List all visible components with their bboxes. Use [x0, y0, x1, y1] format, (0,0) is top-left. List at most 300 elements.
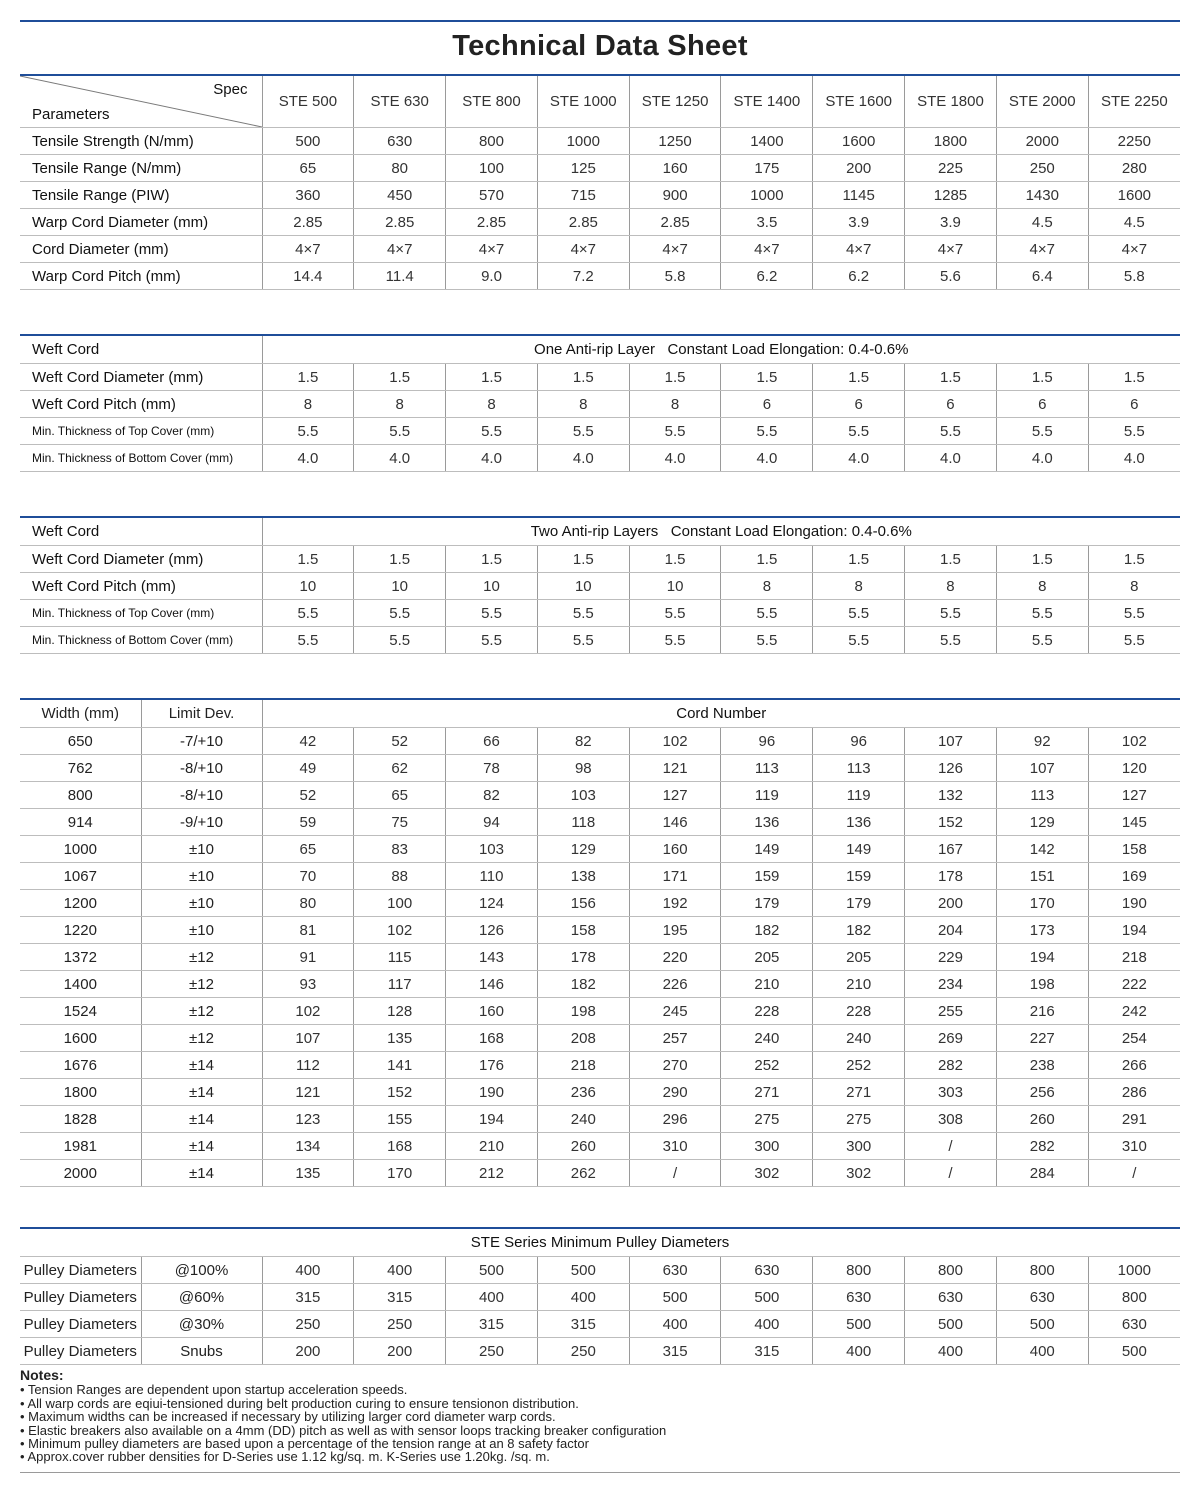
cord-number-value: 160	[446, 998, 538, 1025]
weft-row	[20, 627, 1180, 654]
parameter-value: 4×7	[905, 236, 997, 263]
weft-parameter-label: Min. Thickness of Top Cover (mm)	[20, 418, 262, 445]
weft-value: 8	[629, 391, 721, 418]
weft-row	[20, 391, 1180, 418]
cord-number-value: 190	[1088, 890, 1180, 917]
weft-value: 8	[262, 391, 354, 418]
weft-parameter-label: Weft Cord Pitch (mm)	[20, 391, 262, 418]
cord-number-value: 134	[262, 1133, 354, 1160]
note-item: • Tension Ranges are dependent upon startup acceleration speeds.	[20, 1382, 408, 1398]
width-value: 1981	[20, 1133, 141, 1160]
cord-number-value: 252	[721, 1052, 813, 1079]
pulley-value: 630	[721, 1257, 813, 1284]
cord-number-value: 252	[813, 1052, 905, 1079]
parameter-value: 1145	[813, 182, 905, 209]
note-item: • Elastic breakers also available on a 4mm (DD) pitch as well as with sensor loops tracking breaker configuration	[20, 1422, 667, 1438]
cord-number-value: 216	[996, 998, 1088, 1025]
cord-number-value: 141	[354, 1052, 446, 1079]
parameter-value: 160	[629, 155, 721, 182]
width-value: 1524	[20, 998, 141, 1025]
cord-number-value: 282	[996, 1133, 1088, 1160]
spec-column-header: STE 500	[262, 76, 354, 128]
weft-value: 5.5	[262, 627, 354, 654]
cord-number-value: 78	[446, 755, 538, 782]
pulley-value: 500	[721, 1284, 813, 1311]
weft-row	[20, 418, 1180, 445]
parameter-value: 630	[354, 128, 446, 155]
weft-two-layers-head	[20, 518, 1180, 546]
weft-value: 5.5	[721, 418, 813, 445]
cord-number-value: 110	[446, 863, 538, 890]
cord-number-value: 52	[354, 728, 446, 755]
cord-number-value: 149	[721, 836, 813, 863]
cord-number-value: 158	[537, 917, 629, 944]
weft-value: 5.5	[996, 627, 1088, 654]
cord-number-value: 260	[537, 1133, 629, 1160]
cord-number-value: 102	[629, 728, 721, 755]
cord-number-value: 82	[446, 782, 538, 809]
pulley-value: 400	[537, 1284, 629, 1311]
parameter-value: 4×7	[813, 236, 905, 263]
weft-value: 1.5	[813, 364, 905, 391]
parameter-value: 6.2	[721, 263, 813, 290]
one-anti-rip-layer-title: One Anti-rip Layer Constant Load Elongation: 0.4-0.6%	[262, 336, 1180, 364]
parameter-value: 9.0	[446, 263, 538, 290]
weft-value: 1.5	[446, 546, 538, 573]
weft-value: 1.5	[629, 546, 721, 573]
weft-value: 5.5	[629, 418, 721, 445]
spec-column-header: STE 800	[446, 76, 538, 128]
cord-number-value: 170	[996, 890, 1088, 917]
cord-number-value: 242	[1088, 998, 1180, 1025]
weft-value: 1.5	[905, 364, 997, 391]
pulley-label: Pulley Diameters	[20, 1257, 141, 1284]
weft-value: 5.5	[721, 600, 813, 627]
cord-number-value: 129	[996, 809, 1088, 836]
cord-number-value: 284	[996, 1160, 1088, 1187]
cord-number-value: 121	[629, 755, 721, 782]
cord-number-value: 178	[905, 863, 997, 890]
parameter-row	[20, 209, 1180, 236]
cord-number-value: 42	[262, 728, 354, 755]
width-value: 1676	[20, 1052, 141, 1079]
width-value: 1000	[20, 836, 141, 863]
weft-value: 5.5	[629, 627, 721, 654]
weft-value: 1.5	[354, 546, 446, 573]
parameter-value: 7.2	[537, 263, 629, 290]
cord-number-value: 270	[629, 1052, 721, 1079]
cord-number-value: 115	[354, 944, 446, 971]
parameter-value: 1430	[996, 182, 1088, 209]
cord-number-value: /	[1088, 1160, 1180, 1187]
parameter-row	[20, 128, 1180, 155]
cord-number-value: 112	[262, 1052, 354, 1079]
cord-number-value: 135	[354, 1025, 446, 1052]
pulley-table-title: STE Series Minimum Pulley Diameters	[20, 1229, 1180, 1257]
weft-value: 8	[1088, 573, 1180, 600]
limit-dev-value: -7/+10	[141, 728, 262, 755]
cord-number-value: 128	[354, 998, 446, 1025]
weft-value: 10	[446, 573, 538, 600]
width-value: 1600	[20, 1025, 141, 1052]
cord-number-value: 136	[721, 809, 813, 836]
cord-number-value: 102	[354, 917, 446, 944]
cord-number-value: 271	[721, 1079, 813, 1106]
parameter-value: 6.2	[813, 263, 905, 290]
limit-dev-value: ±14	[141, 1052, 262, 1079]
weft-value: 4.0	[262, 445, 354, 472]
pulley-value: 400	[813, 1338, 905, 1365]
parameter-label: Tensile Strength (N/mm)	[20, 128, 262, 155]
weft-value: 4.0	[446, 445, 538, 472]
cord-number-value: 240	[721, 1025, 813, 1052]
parameter-value: 2.85	[446, 209, 538, 236]
cord-number-value: 271	[813, 1079, 905, 1106]
weft-value: 5.5	[537, 418, 629, 445]
limit-dev-value: ±10	[141, 890, 262, 917]
cord-number-value: 75	[354, 809, 446, 836]
weft-value: 5.5	[996, 600, 1088, 627]
cord-number-value: 49	[262, 755, 354, 782]
width-value: 1400	[20, 971, 141, 998]
weft-value: 8	[905, 573, 997, 600]
limit-dev-value: ±10	[141, 836, 262, 863]
cord-number-value: 129	[537, 836, 629, 863]
weft-value: 4.0	[721, 445, 813, 472]
parameter-value: 5.8	[629, 263, 721, 290]
cord-number-value: 121	[262, 1079, 354, 1106]
width-value: 762	[20, 755, 141, 782]
cord-number-value: 118	[537, 809, 629, 836]
cord-number-value: 204	[905, 917, 997, 944]
weft-value: 6	[905, 391, 997, 418]
pulley-value: 500	[813, 1311, 905, 1338]
parameter-value: 4.5	[996, 209, 1088, 236]
parameter-value: 4×7	[629, 236, 721, 263]
cord-number-value: 182	[537, 971, 629, 998]
width-value: 1220	[20, 917, 141, 944]
parameter-value: 2.85	[262, 209, 354, 236]
note-item: • All warp cords are eqiui-tensioned during belt production curing to ensure tensionon distribution.	[20, 1395, 579, 1411]
weft-value: 5.5	[721, 627, 813, 654]
cord-number-value: 291	[1088, 1106, 1180, 1133]
note-item: • Approx.cover rubber densities for D-Series use 1.12 kg/sq. m. K-Series use 1.20kg. /sq. m.	[20, 1449, 550, 1465]
weft-value: 4.0	[537, 445, 629, 472]
limit-dev-value: ±14	[141, 1160, 262, 1187]
pulley-value: 630	[996, 1284, 1088, 1311]
parameter-value: 2250	[1088, 128, 1180, 155]
cord-number-value: 88	[354, 863, 446, 890]
weft-value: 4.0	[905, 445, 997, 472]
parameter-value: 14.4	[262, 263, 354, 290]
weft-row	[20, 364, 1180, 391]
cord-number-value: 290	[629, 1079, 721, 1106]
cord-number-value: 81	[262, 917, 354, 944]
parameter-value: 1000	[537, 128, 629, 155]
cord-number-value: 210	[813, 971, 905, 998]
weft-value: 5.5	[1088, 627, 1180, 654]
cord-number-value: 300	[721, 1133, 813, 1160]
pulley-label: Pulley Diameters	[20, 1284, 141, 1311]
cord-number-value: 205	[721, 944, 813, 971]
weft-value: 6	[813, 391, 905, 418]
weft-row	[20, 600, 1180, 627]
pulley-row	[20, 1257, 1180, 1284]
cord-number-value: 113	[996, 782, 1088, 809]
parameter-value: 225	[905, 155, 997, 182]
pulley-value: 315	[354, 1284, 446, 1311]
cord-number-value: 92	[996, 728, 1088, 755]
cord-number-value: 269	[905, 1025, 997, 1052]
parameter-value: 1250	[629, 128, 721, 155]
parameter-value: 2000	[996, 128, 1088, 155]
weft-value: 4.0	[813, 445, 905, 472]
width-header: Width (mm)	[20, 700, 141, 728]
parameter-value: 125	[537, 155, 629, 182]
weft-value: 5.5	[262, 600, 354, 627]
pulley-value: 800	[996, 1257, 1088, 1284]
pulley-value: 500	[446, 1257, 538, 1284]
cord-number-value: 260	[996, 1106, 1088, 1133]
weft-value: 5.5	[1088, 418, 1180, 445]
width-row	[20, 728, 1180, 755]
cord-number-value: 178	[537, 944, 629, 971]
pulley-value: 800	[1088, 1284, 1180, 1311]
parameter-value: 65	[262, 155, 354, 182]
cord-number-value: 167	[905, 836, 997, 863]
cord-number-value: 194	[446, 1106, 538, 1133]
parameter-value: 2.85	[629, 209, 721, 236]
pulley-value: 400	[262, 1257, 354, 1284]
width-row	[20, 1025, 1180, 1052]
cord-number-value: 212	[446, 1160, 538, 1187]
cord-number-value: 103	[537, 782, 629, 809]
cord-number-value: 124	[446, 890, 538, 917]
weft-cord-label: Weft Cord	[20, 336, 262, 364]
cord-number-value: 126	[446, 917, 538, 944]
weft-row	[20, 546, 1180, 573]
cord-number-value: 123	[262, 1106, 354, 1133]
width-row	[20, 809, 1180, 836]
cord-number-value: 119	[813, 782, 905, 809]
weft-value: 4.0	[996, 445, 1088, 472]
weft-value: 1.5	[537, 546, 629, 573]
cord-number-value: 222	[1088, 971, 1180, 998]
cord-number-value: 210	[721, 971, 813, 998]
cord-number-value: 151	[996, 863, 1088, 890]
cord-number-value: 182	[721, 917, 813, 944]
cord-number-value: 152	[354, 1079, 446, 1106]
cord-number-value: 200	[905, 890, 997, 917]
parameter-value: 1800	[905, 128, 997, 155]
weft-value: 8	[996, 573, 1088, 600]
cord-number-value: 198	[996, 971, 1088, 998]
cord-number-value: 83	[354, 836, 446, 863]
parameter-row	[20, 155, 1180, 182]
weft-value: 1.5	[262, 546, 354, 573]
limit-dev-value: ±12	[141, 944, 262, 971]
spec-column-header: STE 1250	[629, 76, 721, 128]
cord-number-value: 158	[1088, 836, 1180, 863]
pulley-value: 315	[629, 1338, 721, 1365]
weft-parameter-label: Weft Cord Diameter (mm)	[20, 364, 262, 391]
width-row	[20, 944, 1180, 971]
cord-number-value: 194	[1088, 917, 1180, 944]
cord-number-value: 254	[1088, 1025, 1180, 1052]
cord-number-value: 173	[996, 917, 1088, 944]
parameter-value: 4×7	[1088, 236, 1180, 263]
cord-number-value: 62	[354, 755, 446, 782]
weft-one-layer-table	[20, 336, 1180, 472]
width-value: 1200	[20, 890, 141, 917]
parameter-value: 4×7	[446, 236, 538, 263]
parameter-value: 1600	[813, 128, 905, 155]
parameter-value: 4×7	[354, 236, 446, 263]
spec-column-header: STE 2000	[996, 76, 1088, 128]
cord-number-value: 146	[629, 809, 721, 836]
limit-dev-value: -9/+10	[141, 809, 262, 836]
parameter-label: Tensile Range (N/mm)	[20, 155, 262, 182]
pulley-value: 315	[262, 1284, 354, 1311]
pulley-condition: @30%	[141, 1311, 262, 1338]
cord-number-value: 205	[813, 944, 905, 971]
cord-number-value: 119	[721, 782, 813, 809]
parameter-row	[20, 263, 1180, 290]
cord-number-value: 282	[905, 1052, 997, 1079]
pulley-value: 630	[1088, 1311, 1180, 1338]
parameter-value: 570	[446, 182, 538, 209]
parameter-value: 360	[262, 182, 354, 209]
pulley-value: 500	[905, 1311, 997, 1338]
width-value: 650	[20, 728, 141, 755]
weft-parameter-label: Min. Thickness of Bottom Cover (mm)	[20, 627, 262, 654]
parameter-value: 200	[813, 155, 905, 182]
notes-title: Notes:	[20, 1367, 64, 1383]
pulley-value: 400	[629, 1311, 721, 1338]
notes-list	[20, 1383, 1180, 1463]
pulley-head	[20, 1229, 1180, 1257]
cord-number-value: 66	[446, 728, 538, 755]
parameter-label: Cord Diameter (mm)	[20, 236, 262, 263]
pulley-value: 315	[537, 1311, 629, 1338]
width-value: 1372	[20, 944, 141, 971]
cord-number-value: 143	[446, 944, 538, 971]
cord-number-value: 208	[537, 1025, 629, 1052]
parameter-value: 4×7	[262, 236, 354, 263]
cord-number-value: 96	[813, 728, 905, 755]
pulley-value: 1000	[1088, 1257, 1180, 1284]
width-row	[20, 1052, 1180, 1079]
parameter-label: Warp Cord Diameter (mm)	[20, 209, 262, 236]
pulley-value: 400	[996, 1338, 1088, 1365]
width-row	[20, 1106, 1180, 1133]
weft-value: 5.5	[813, 627, 905, 654]
weft-row	[20, 445, 1180, 472]
weft-value: 1.5	[262, 364, 354, 391]
cord-number-value: 275	[813, 1106, 905, 1133]
weft-value: 10	[537, 573, 629, 600]
cord-number-value: /	[905, 1133, 997, 1160]
cord-number-value: 65	[354, 782, 446, 809]
parameter-row	[20, 236, 1180, 263]
width-value: 1800	[20, 1079, 141, 1106]
cord-number-value: 160	[629, 836, 721, 863]
weft-value: 1.5	[446, 364, 538, 391]
spec-column-header: STE 2250	[1088, 76, 1180, 128]
weft-value: 8	[446, 391, 538, 418]
cord-number-value: 159	[813, 863, 905, 890]
parameter-value: 5.6	[905, 263, 997, 290]
cord-number-value: 218	[537, 1052, 629, 1079]
pulley-row	[20, 1311, 1180, 1338]
cord-number-value: 138	[537, 863, 629, 890]
cord-number-header: Cord Number	[262, 700, 1180, 728]
pulley-value: 250	[446, 1338, 538, 1365]
cord-number-value: 113	[721, 755, 813, 782]
cord-number-value: 303	[905, 1079, 997, 1106]
weft-one-layer-head	[20, 336, 1180, 364]
width-value: 1067	[20, 863, 141, 890]
parameter-value: 2.85	[354, 209, 446, 236]
width-row	[20, 890, 1180, 917]
cord-number-value: 94	[446, 809, 538, 836]
pulley-value: 500	[1088, 1338, 1180, 1365]
cord-number-value: 102	[1088, 728, 1180, 755]
limit-dev-value: ±12	[141, 1025, 262, 1052]
width-row	[20, 863, 1180, 890]
cord-number-value: 229	[905, 944, 997, 971]
weft-parameter-label: Weft Cord Pitch (mm)	[20, 573, 262, 600]
parameter-value: 500	[262, 128, 354, 155]
weft-value: 5.5	[354, 627, 446, 654]
width-row	[20, 971, 1180, 998]
spec-header-row	[20, 76, 1180, 128]
width-row	[20, 1160, 1180, 1187]
weft-value: 1.5	[996, 364, 1088, 391]
weft-value: 4.0	[1088, 445, 1180, 472]
cord-number-value: 171	[629, 863, 721, 890]
note-item: • Minimum pulley diameters are based upon a percentage of the tension range at an 8 safety factor	[20, 1436, 589, 1452]
limit-dev-value: ±10	[141, 863, 262, 890]
parameter-value: 175	[721, 155, 813, 182]
cord-number-value: 142	[996, 836, 1088, 863]
cord-number-value: 176	[446, 1052, 538, 1079]
cord-number-value: 179	[721, 890, 813, 917]
weft-value: 4.0	[354, 445, 446, 472]
pulley-value: 400	[905, 1338, 997, 1365]
cord-number-value: 190	[446, 1079, 538, 1106]
weft-value: 5.5	[1088, 600, 1180, 627]
pulley-value: 315	[721, 1338, 813, 1365]
cord-number-value: 146	[446, 971, 538, 998]
cord-number-value: 257	[629, 1025, 721, 1052]
cord-number-value: 127	[1088, 782, 1180, 809]
weft-value: 5.5	[537, 600, 629, 627]
parameter-value: 80	[354, 155, 446, 182]
pulley-value: 200	[354, 1338, 446, 1365]
bottom-rule	[20, 1472, 1180, 1473]
width-value: 2000	[20, 1160, 141, 1187]
weft-value: 1.5	[1088, 546, 1180, 573]
cord-number-value: 179	[813, 890, 905, 917]
weft-parameter-label: Weft Cord Diameter (mm)	[20, 546, 262, 573]
parameter-value: 5.8	[1088, 263, 1180, 290]
weft-value: 5.5	[905, 418, 997, 445]
width-value: 800	[20, 782, 141, 809]
cord-number-value: 52	[262, 782, 354, 809]
weft-value: 1.5	[813, 546, 905, 573]
pulley-value: 200	[262, 1338, 354, 1365]
